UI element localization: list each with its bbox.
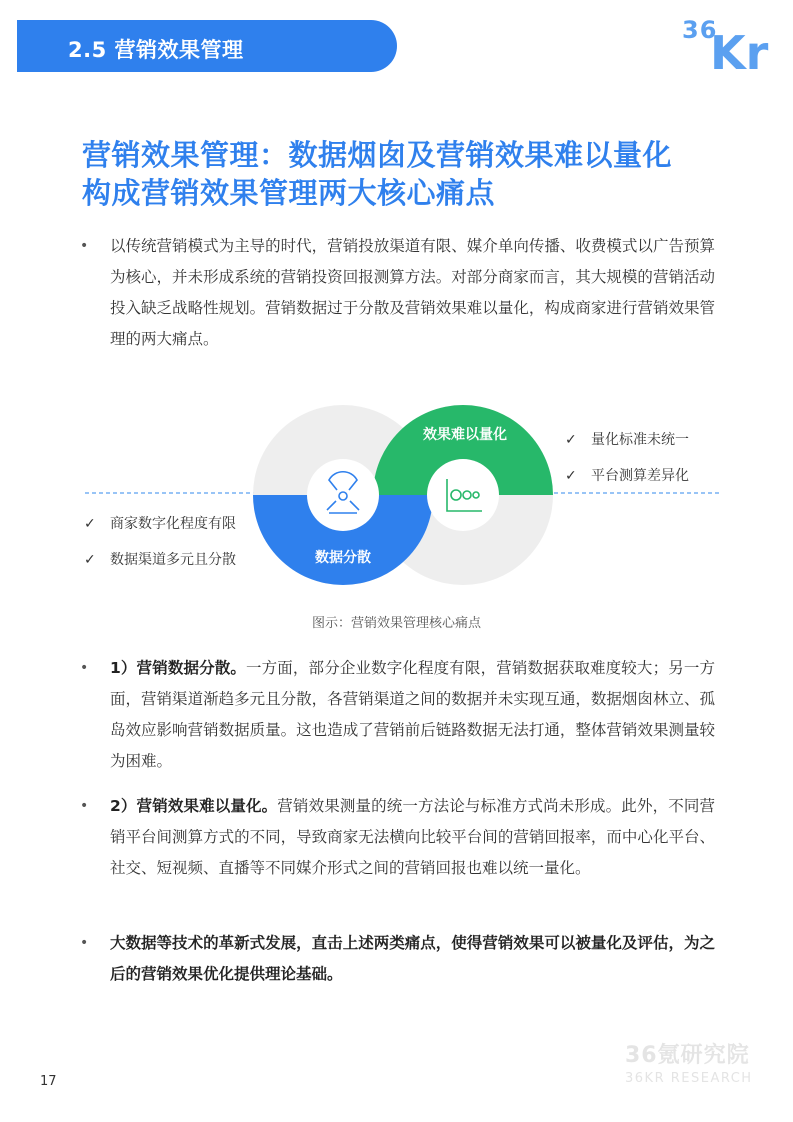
point-2-text: 营销效果测量的统一方法论与标准方式尚未形成。此外，不同营销平台间测算方式的不同，导致商家无法横向比较平台间的营销回报率，而中心化平台、社交、短视频、直播等不同媒介形式之间的营销回报也难以统一量化。 <box>110 797 715 877</box>
point-3-bullet: • <box>80 935 89 951</box>
page-number: 17 <box>40 1074 57 1089</box>
intro-paragraph: 以传统营销模式为主导的时代，营销投放渠道有限、媒介单向传播、收费模式以广告预算为核心，并未形成系统的营销投资回报测算方法。对部分商家而言，其大规模的营销活动投入缺乏战略性规划。营销数据过于分散及营销效果难以量化，构成商家进行营销效果管理的两大痛点。 <box>110 237 715 348</box>
page-title-line-2: 构成营销效果管理两大核心痛点 <box>82 176 496 210</box>
point-1-paragraph <box>110 653 715 777</box>
right-check-text-2: 平台测算差异化 <box>591 468 689 484</box>
right-check-item <box>565 429 689 465</box>
right-segment-label: 效果难以量化 <box>423 426 507 442</box>
watermark-en: 36KR RESEARCH <box>625 1071 753 1086</box>
check-icon: ✓ <box>565 468 577 484</box>
diagram-caption: 图示：营销效果管理核心痛点 <box>311 616 481 631</box>
left-segment-label: 数据分散 <box>315 549 371 565</box>
page-title <box>82 136 722 212</box>
check-icon: ✓ <box>84 516 96 532</box>
right-check-text-1: 量化标准未统一 <box>591 432 689 448</box>
point-2-bullet: • <box>80 798 89 814</box>
left-check-text-2: 数据渠道多元且分散 <box>110 552 236 568</box>
point-1-text: 一方面，部分企业数字化程度有限，营销数据获取难度较大；另一方面，营销渠道渐趋多元且分散，各营销渠道之间的数据并未实现互通，数据烟囱林立、孤岛效应影响营销数据质量。这也造成了营销前后链路数据无法打通，整体营销效果测量较为困难。 <box>110 659 715 770</box>
right-check-item <box>565 465 689 501</box>
logo-36-text: 36 <box>682 16 718 44</box>
page-title-line-1: 营销效果管理：数据烟囱及营销效果难以量化 <box>82 138 673 172</box>
check-icon: ✓ <box>565 432 577 448</box>
left-inner-circle <box>307 459 379 531</box>
point-2-lead: 2）营销效果难以量化。 <box>110 797 278 815</box>
left-checklist <box>84 513 236 585</box>
point-1-lead: 1）营销数据分散。 <box>110 659 247 677</box>
point-1-bullet: • <box>80 660 89 676</box>
36kr-research-watermark <box>625 1038 753 1086</box>
right-checklist <box>565 429 689 501</box>
point-3-paragraph <box>110 928 715 990</box>
point-3-lead: 大数据等技术的革新式发展，直击上述两类痛点，使得营销效果可以被量化及评估，为之后的营销效果优化提供理论基础。 <box>110 934 715 983</box>
intro-bullet: • <box>80 238 89 254</box>
check-icon: ✓ <box>84 552 96 568</box>
left-check-item <box>84 549 236 585</box>
section-title: 2.5 营销效果管理 <box>68 38 244 62</box>
watermark-cn: 36氪研究院 <box>625 1043 750 1068</box>
left-check-text-1: 商家数字化程度有限 <box>110 516 236 532</box>
point-2-paragraph <box>110 791 715 884</box>
logo-kr-text: Kr <box>710 26 769 80</box>
pain-points-diagram <box>0 395 793 605</box>
left-check-item <box>84 513 236 549</box>
